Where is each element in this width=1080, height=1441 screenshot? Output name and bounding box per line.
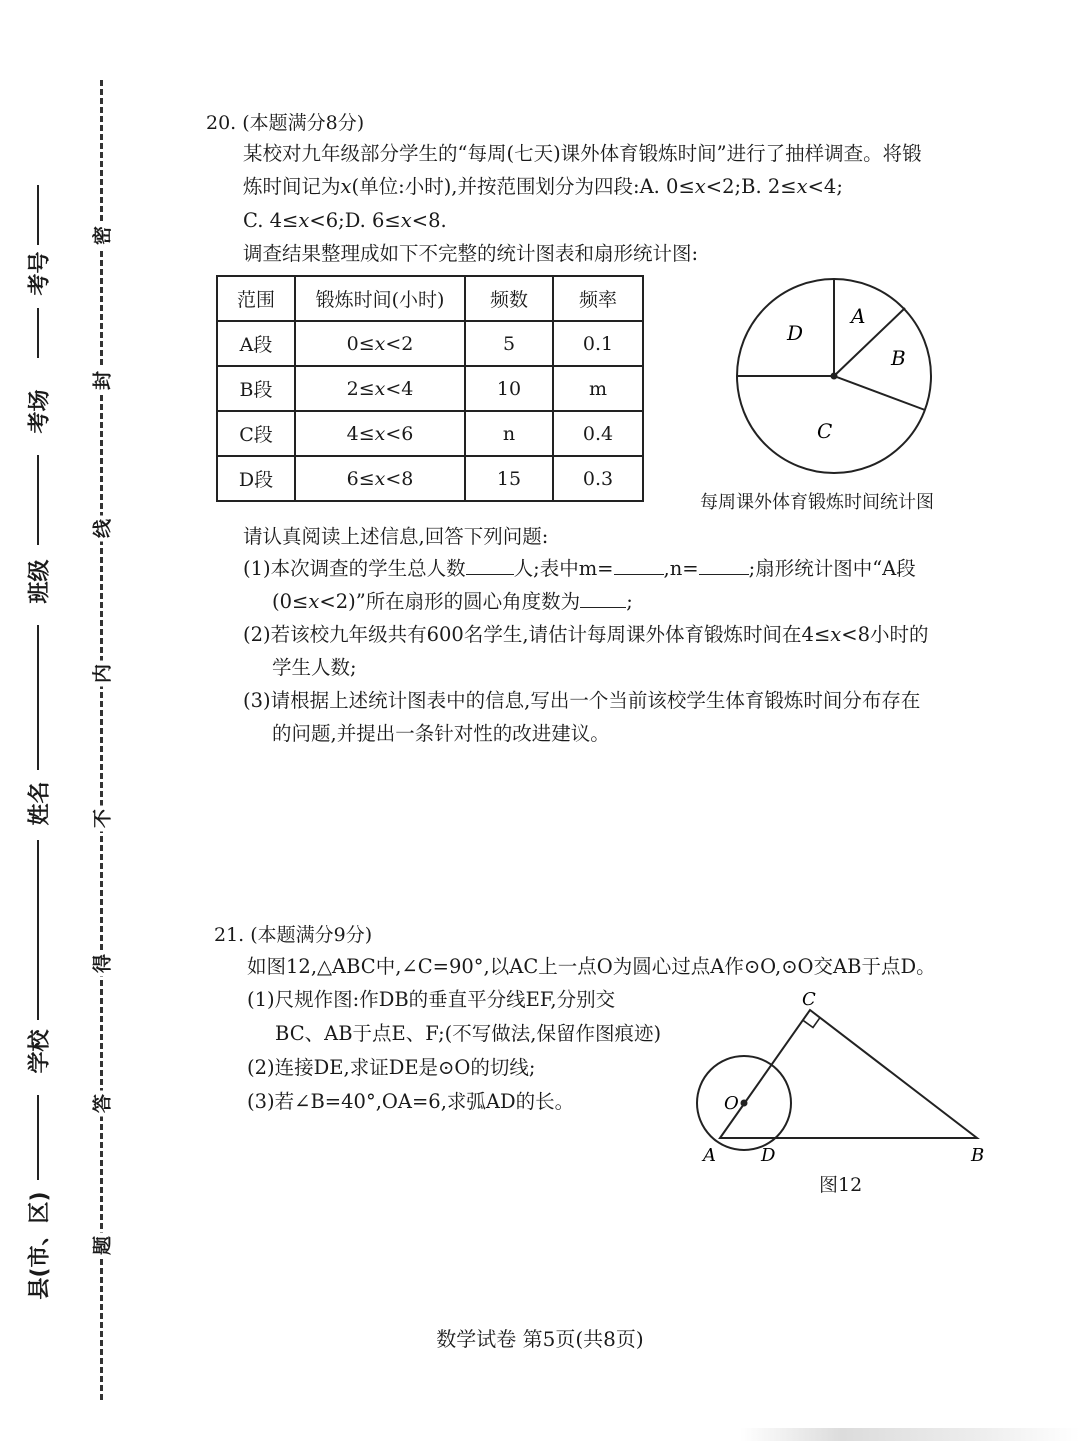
table-cell: n [465, 411, 553, 456]
label-a: A [703, 1145, 716, 1165]
label-c: C [802, 989, 816, 1010]
q20-part2-line1: (2)若该校九年级共有600名学生,请估计每周课外体育锻炼时间在4≤x<8小时的 [243, 623, 929, 646]
table-row [217, 321, 643, 366]
label-o: O [724, 1093, 739, 1114]
table-row [217, 456, 643, 501]
q21-part2: (2)连接DE,求证DE是⊙O的切线; [247, 1056, 536, 1079]
table-header: 锻炼时间(小时) [295, 276, 465, 321]
seal-char: 密 [88, 223, 115, 249]
table-header: 频率 [553, 276, 643, 321]
table-header: 范围 [217, 276, 295, 321]
table-cell: 2≤x<4 [295, 366, 465, 411]
table-cell: A段 [217, 321, 295, 366]
table-cell: B段 [217, 366, 295, 411]
table-cell: 6≤x<8 [295, 456, 465, 501]
triangle-abc [720, 1010, 977, 1138]
table-cell: m [553, 366, 643, 411]
answer-blank[interactable] [699, 554, 749, 575]
exam-room-line [37, 455, 39, 545]
table-cell: D段 [217, 456, 295, 501]
pie-center-dot [831, 373, 838, 380]
q21-title: 21. (本题满分9分) [214, 924, 373, 946]
school-line [37, 1095, 39, 1180]
pie-radius-b-c [834, 376, 925, 410]
seal-char: 内 [88, 661, 115, 687]
class-label: 班级 [27, 559, 53, 604]
label-b: B [971, 1145, 985, 1165]
center-o-dot [741, 1100, 748, 1107]
seal-dashed-line [100, 80, 103, 1400]
seal-char: 封 [88, 368, 115, 394]
table-row [217, 366, 643, 411]
seal-char: 题 [88, 1233, 115, 1259]
pie-label-b: B [891, 346, 906, 370]
q20-part3-line2: 的问题,并提出一条针对性的改进建议。 [272, 722, 610, 745]
table-cell: 5 [465, 321, 553, 366]
table-cell: 0≤x<2 [295, 321, 465, 366]
table-cell: 15 [465, 456, 553, 501]
table-cell: 0.1 [553, 321, 643, 366]
pie-label-a: A [851, 304, 866, 328]
right-angle-mark [803, 1017, 820, 1027]
q21-intro: 如图12,△ABC中,∠C=90°,以AC上一点O为圆心过点A作⊙O,⊙O交AB于点D。 [247, 955, 936, 978]
table-header: 频数 [465, 276, 553, 321]
table-cell: 0.4 [553, 411, 643, 456]
table-cell: 10 [465, 366, 553, 411]
exam-number-label: 考号 [27, 251, 53, 296]
exam-number-line-lower [37, 308, 39, 358]
q21-part1-line2: BC、AB于点E、F;(不写做法,保留作图痕迹) [275, 1022, 662, 1045]
q20-part2-line2: 学生人数; [272, 656, 357, 679]
q20-read-prompt: 请认真阅读上述信息,回答下列问题: [243, 525, 549, 548]
pie-label-c: C [817, 419, 833, 443]
frequency-table [216, 275, 644, 502]
scan-edge [740, 1428, 1080, 1441]
q20-part3-line1: (3)请根据上述统计图表中的信息,写出一个当前该校学生体育锻炼时间分布存在 [243, 689, 921, 712]
answer-blank[interactable] [466, 554, 514, 575]
seal-char: 线 [88, 516, 115, 542]
county-label: 县(市、区) [27, 1191, 53, 1300]
name-label: 姓名 [27, 781, 53, 826]
q20-part1-line2: (0≤x<2)”所在扇形的圆心角度数为 ; [272, 585, 633, 618]
figure-12 [690, 985, 1000, 1165]
seal-char: 答 [88, 1091, 115, 1117]
q20-line4: 调查结果整理成如下不完整的统计图表和扇形统计图: [243, 242, 699, 265]
pie-label-d: D [787, 321, 804, 345]
figure-12-caption: 图12 [819, 1174, 863, 1196]
q21-part1-line1: (1)尺规作图:作DB的垂直平分线EF,分别交 [247, 988, 616, 1011]
table-cell: 4≤x<6 [295, 411, 465, 456]
answer-blank[interactable] [614, 554, 664, 575]
table-row [217, 411, 643, 456]
q20-part1-line1: (1)本次调查的学生总人数 人;表中m= ,n= ;扇形统计图中“A段 [243, 552, 916, 585]
table-cell: 0.3 [553, 456, 643, 501]
name-line [37, 840, 39, 1020]
pie-chart [735, 276, 935, 480]
label-d: D [761, 1145, 776, 1165]
q21-part3: (3)若∠B=40°,OA=6,求弧AD的长。 [247, 1090, 575, 1113]
q20-line2: 炼时间记为x(单位:小时),并按范围划分为四段:A. 0≤x<2;B. 2≤x<4; [243, 175, 843, 198]
class-line [37, 625, 39, 770]
table-cell: C段 [217, 411, 295, 456]
seal-char: 得 [88, 951, 115, 977]
q20-line1: 某校对九年级部分学生的“每周(七天)课外体育锻炼时间”进行了抽样调查。将锻 [243, 142, 922, 165]
page-footer: 数学试卷 第5页(共8页) [436, 1327, 644, 1351]
seal-char: 不 [88, 806, 115, 832]
school-label: 学校 [27, 1029, 53, 1074]
table-header-row [217, 276, 643, 321]
exam-number-line [37, 185, 39, 245]
exam-room-label: 考场 [27, 389, 53, 434]
answer-blank[interactable] [580, 587, 626, 608]
q20-line3: C. 4≤x<6;D. 6≤x<8. [243, 209, 447, 232]
pie-caption: 每周课外体育锻炼时间统计图 [700, 492, 934, 513]
q20-title: 20. (本题满分8分) [206, 112, 365, 134]
